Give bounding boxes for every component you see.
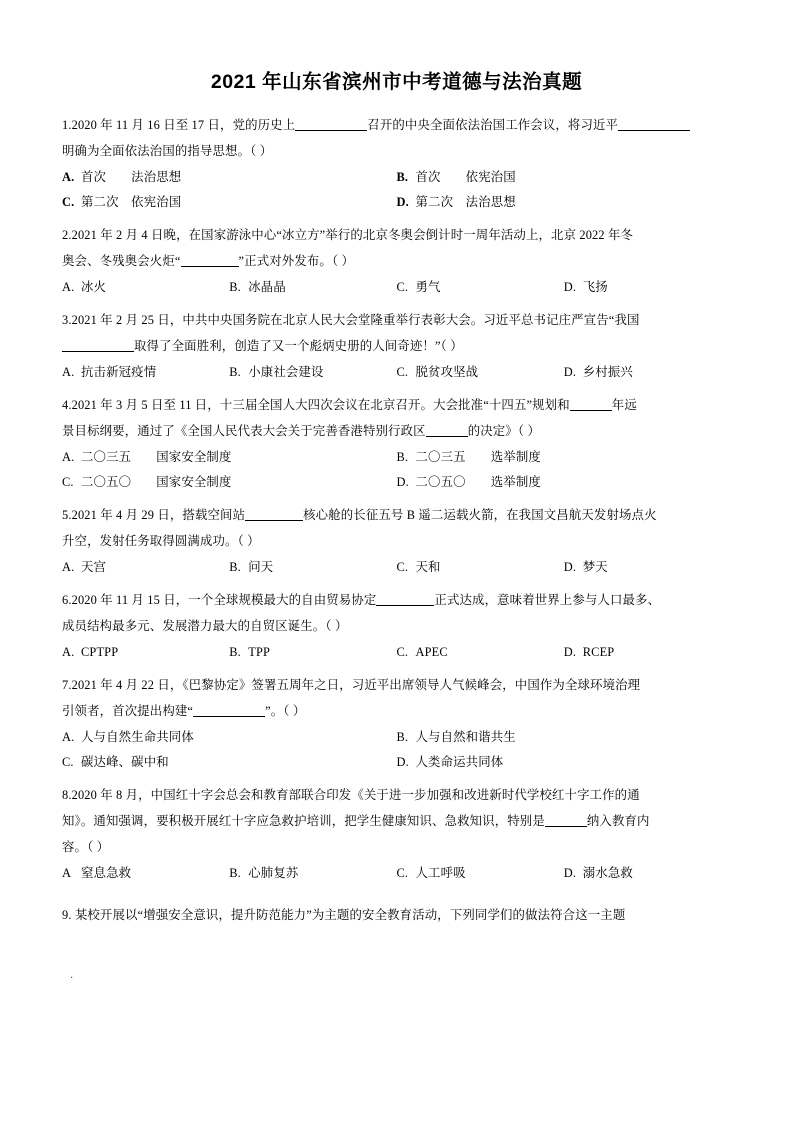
fill-blank <box>376 605 434 606</box>
option-text: 溺水急救 <box>582 866 633 880</box>
option-a[interactable] <box>62 165 397 190</box>
option-a[interactable] <box>62 445 397 470</box>
option-c[interactable] <box>397 555 564 580</box>
question-number: 2. <box>62 228 72 242</box>
option-row <box>62 750 731 775</box>
question-body-3: 明确为全面依法治国的指导思想。（ ） <box>62 144 273 158</box>
fill-blank <box>245 520 303 521</box>
option-text: 问天 <box>248 560 274 574</box>
question-body-2: 奥会、冬残奥会火炬“ <box>62 254 181 268</box>
option-c[interactable] <box>397 275 564 300</box>
option-text: 冰晶晶 <box>248 280 286 294</box>
option-text: 梦天 <box>582 560 608 574</box>
option-c[interactable] <box>62 470 397 495</box>
options-list <box>62 360 731 385</box>
question-text <box>62 392 731 444</box>
question-body-2: 引领者，首次提出构建“ <box>62 704 194 718</box>
option-text: 人与自然和谐共生 <box>415 730 516 744</box>
options-list <box>62 445 731 495</box>
option-label: B. <box>229 560 241 574</box>
option-label: A. <box>62 365 75 379</box>
option-text: 第二次 法治思想 <box>415 195 516 209</box>
option-text: 二〇五〇 选举制度 <box>415 475 541 489</box>
option-text: 第二次 依宪治国 <box>81 195 182 209</box>
option-label: D. <box>563 280 577 294</box>
option-a[interactable] <box>62 640 229 665</box>
option-label: C. <box>62 475 74 489</box>
option-label: C. <box>62 755 74 769</box>
option-text: 抗击新冠疫情 <box>81 365 157 379</box>
option-label: A. <box>62 280 75 294</box>
option-c[interactable] <box>397 360 564 385</box>
option-a[interactable] <box>62 555 229 580</box>
option-row <box>62 275 731 300</box>
question-body-2: 核心舱的长征五号 B 遥二运载火箭，在我国文昌航天发射场点火 <box>303 508 657 522</box>
question-body-1: 某校开展以“增强安全意识，提升防范能力”为主题的安全教育活动，下列同学们的做法符合这一主题 <box>74 908 626 922</box>
option-c[interactable] <box>62 750 397 775</box>
option-text: 小康社会建设 <box>248 365 324 379</box>
question-number: 9. <box>62 908 72 922</box>
option-text: 人工呼吸 <box>415 866 466 880</box>
option-text: 窒息急救 <box>81 866 132 880</box>
option-text: 勇气 <box>415 280 441 294</box>
option-b[interactable] <box>397 165 732 190</box>
option-label: A. <box>62 170 75 184</box>
fill-blank <box>295 130 367 131</box>
option-label: D. <box>396 755 409 769</box>
options-list <box>62 725 731 775</box>
option-text: 脱贫攻坚战 <box>415 365 479 379</box>
option-text: 冰火 <box>81 280 107 294</box>
option-label: D. <box>563 560 577 574</box>
option-text: 天和 <box>415 560 441 574</box>
option-d[interactable] <box>397 190 732 215</box>
option-label: C. <box>396 280 409 294</box>
option-row <box>62 640 731 665</box>
option-text: 人类命运共同体 <box>415 755 504 769</box>
option-text: 首次 依宪治国 <box>415 170 516 184</box>
option-label: C. <box>396 560 409 574</box>
option-text: 二〇五〇 国家安全制度 <box>81 475 232 489</box>
option-row <box>62 861 731 886</box>
question-text <box>62 782 731 860</box>
option-row <box>62 445 731 470</box>
option-label: A. <box>62 730 75 744</box>
option-text: RCEP <box>582 645 615 659</box>
option-text: 天宫 <box>81 560 107 574</box>
options-list <box>62 861 731 886</box>
question-number: 4. <box>62 398 72 412</box>
question-body-4: 容。（ ） <box>62 840 110 854</box>
question-text <box>62 222 731 274</box>
option-row <box>62 190 731 215</box>
option-row <box>62 555 731 580</box>
option-row <box>62 725 731 750</box>
option-label: A. <box>62 560 75 574</box>
question-body-2: 年远 <box>611 398 637 412</box>
question-number: 8. <box>62 788 72 802</box>
option-text: 人与自然生命共同体 <box>81 730 194 744</box>
option-label: B. <box>396 170 409 184</box>
option-a[interactable] <box>62 725 397 750</box>
stray-mark: · <box>70 973 74 984</box>
question-body-1: 2021 年 3 月 5 日至 11 日，十三届全国人大四次会议在北京召开。大会批准“十四五”规划和 <box>71 398 570 412</box>
question-item <box>62 392 731 495</box>
question-body-2: 知》。通知强调，要积极开展红十字应急救护培训，把学生健康知识、急救知识，特别是 <box>62 814 545 828</box>
question-text <box>62 502 731 554</box>
option-label: C. <box>396 645 409 659</box>
question-body-3: 升空，发射任务取得圆满成功。（ ） <box>62 534 260 548</box>
option-label: D. <box>396 195 409 209</box>
page-title: 2021 年山东省滨州市中考道德与法治真题 <box>210 71 583 93</box>
option-text: 碳达峰、碳中和 <box>81 755 169 769</box>
option-d[interactable] <box>564 861 731 886</box>
fill-blank <box>181 266 239 267</box>
question-body-1: 2021 年 4 月 22 日，《巴黎协定》签署五周年之日，习近平出席领导人气候峰会，中国作为全球环境治理 <box>71 678 641 692</box>
option-text: APEC <box>415 645 448 659</box>
question-text <box>62 587 731 639</box>
question-number: 3. <box>62 313 72 327</box>
question-body-3: ”正式对外发布。（ ） <box>238 254 355 268</box>
question-text <box>62 902 731 928</box>
option-a[interactable] <box>62 861 229 886</box>
option-label: B. <box>396 450 409 464</box>
question-body-3: 景目标纲要，通过了《全国人民代表大会关于完善香港特别行政区 <box>62 424 426 438</box>
option-row <box>62 165 731 190</box>
options-list <box>62 640 731 665</box>
question-body-1: 2020 年 11 月 15 日，一个全球规模最大的自由贸易协定 <box>71 593 377 607</box>
question-number: 7. <box>62 678 72 692</box>
option-b[interactable] <box>229 360 396 385</box>
option-text: 心肺复苏 <box>248 866 299 880</box>
option-b[interactable] <box>229 555 396 580</box>
option-label: C. <box>62 195 75 209</box>
question-item <box>62 222 731 300</box>
question-body-3: ”。（ ） <box>265 704 306 718</box>
option-d[interactable] <box>564 275 731 300</box>
fill-blank <box>426 436 468 437</box>
option-text: 乡村振兴 <box>582 365 633 379</box>
option-c[interactable] <box>62 190 397 215</box>
question-body-1: 2021 年 2 月 4 日晚，在国家游泳中心“冰立方”举行的北京冬奥会倒计时一周年活动上，北京 2022 年冬 <box>71 228 634 242</box>
fill-blank <box>62 351 134 352</box>
option-a[interactable] <box>62 275 229 300</box>
option-text: 二〇三五 国家安全制度 <box>81 450 232 464</box>
question-item <box>62 307 731 385</box>
question-item <box>62 587 731 665</box>
option-text: 首次 法治思想 <box>81 170 182 184</box>
option-label: D. <box>563 365 577 379</box>
question-text <box>62 112 731 164</box>
option-d[interactable] <box>564 360 731 385</box>
option-text: CPTPP <box>81 645 119 659</box>
question-body-4: 的决定》（ ） <box>467 424 540 438</box>
option-d[interactable] <box>397 470 732 495</box>
question-body-1: 2021 年 2 月 25 日，中共中央国务院在北京人民大会堂隆重举行表彰大会。习近平总书记庄严宣告“我国 <box>71 313 640 327</box>
fill-blank <box>545 826 587 827</box>
option-row <box>62 360 731 385</box>
option-label: B. <box>396 730 409 744</box>
question-body-1: 2020 年 11 月 16 日至 17 日，党的历史上 <box>71 118 296 132</box>
option-label: C. <box>396 866 409 880</box>
options-list <box>62 165 731 215</box>
option-c[interactable] <box>397 861 564 886</box>
question-body-3: 成员结构最多元、发展潜力最大的自贸区诞生。（ ） <box>62 619 348 633</box>
option-row <box>62 470 731 495</box>
option-label: A <box>62 866 72 880</box>
question-text <box>62 672 731 724</box>
options-list <box>62 275 731 300</box>
option-label: D. <box>396 475 409 489</box>
fill-blank <box>193 716 265 717</box>
question-body-2: 召开的中央全面依法治国工作会议，将习近平 <box>367 118 619 132</box>
option-label: B. <box>229 645 241 659</box>
question-body-2: 正式达成，意味着世界上参与人口最多、 <box>434 593 661 607</box>
option-b[interactable] <box>229 275 396 300</box>
option-text: TPP <box>248 645 271 659</box>
question-number: 1. <box>62 118 72 132</box>
option-label: D. <box>563 866 577 880</box>
option-label: D. <box>563 645 577 659</box>
question-item <box>62 782 731 886</box>
fill-blank <box>570 410 612 411</box>
question-body-1: 2020 年 8 月，中国红十字会总会和教育部联合印发《关于进一步加强和改进新时代学校红十字工作的通 <box>71 788 640 802</box>
question-body-3: 纳入教育内 <box>586 814 650 828</box>
question-item <box>62 502 731 580</box>
option-label: B. <box>229 866 241 880</box>
option-c[interactable] <box>397 640 564 665</box>
question-number: 6. <box>62 593 72 607</box>
option-b[interactable] <box>229 861 396 886</box>
question-item <box>62 902 731 928</box>
option-label: C. <box>396 365 409 379</box>
option-b[interactable] <box>229 640 396 665</box>
option-text: 二〇三五 选举制度 <box>415 450 541 464</box>
option-d[interactable] <box>564 555 731 580</box>
option-label: B. <box>229 280 241 294</box>
option-d[interactable] <box>564 640 731 665</box>
question-item <box>62 672 731 775</box>
question-body-2: 取得了全面胜利，创造了又一个彪炳史册的人间奇迹！”（ ） <box>134 339 463 353</box>
option-d[interactable] <box>397 750 732 775</box>
question-body-1: 2021 年 4 月 29 日，搭载空间站 <box>71 508 246 522</box>
fill-blank <box>618 130 690 131</box>
option-label: A. <box>62 450 75 464</box>
question-text <box>62 307 731 359</box>
options-list <box>62 555 731 580</box>
question-item <box>62 112 731 215</box>
option-text: 飞扬 <box>582 280 608 294</box>
question-number: 5. <box>62 508 72 522</box>
option-b[interactable] <box>397 445 732 470</box>
option-label: A. <box>62 645 75 659</box>
option-b[interactable] <box>397 725 732 750</box>
option-a[interactable] <box>62 360 229 385</box>
option-label: B. <box>229 365 241 379</box>
